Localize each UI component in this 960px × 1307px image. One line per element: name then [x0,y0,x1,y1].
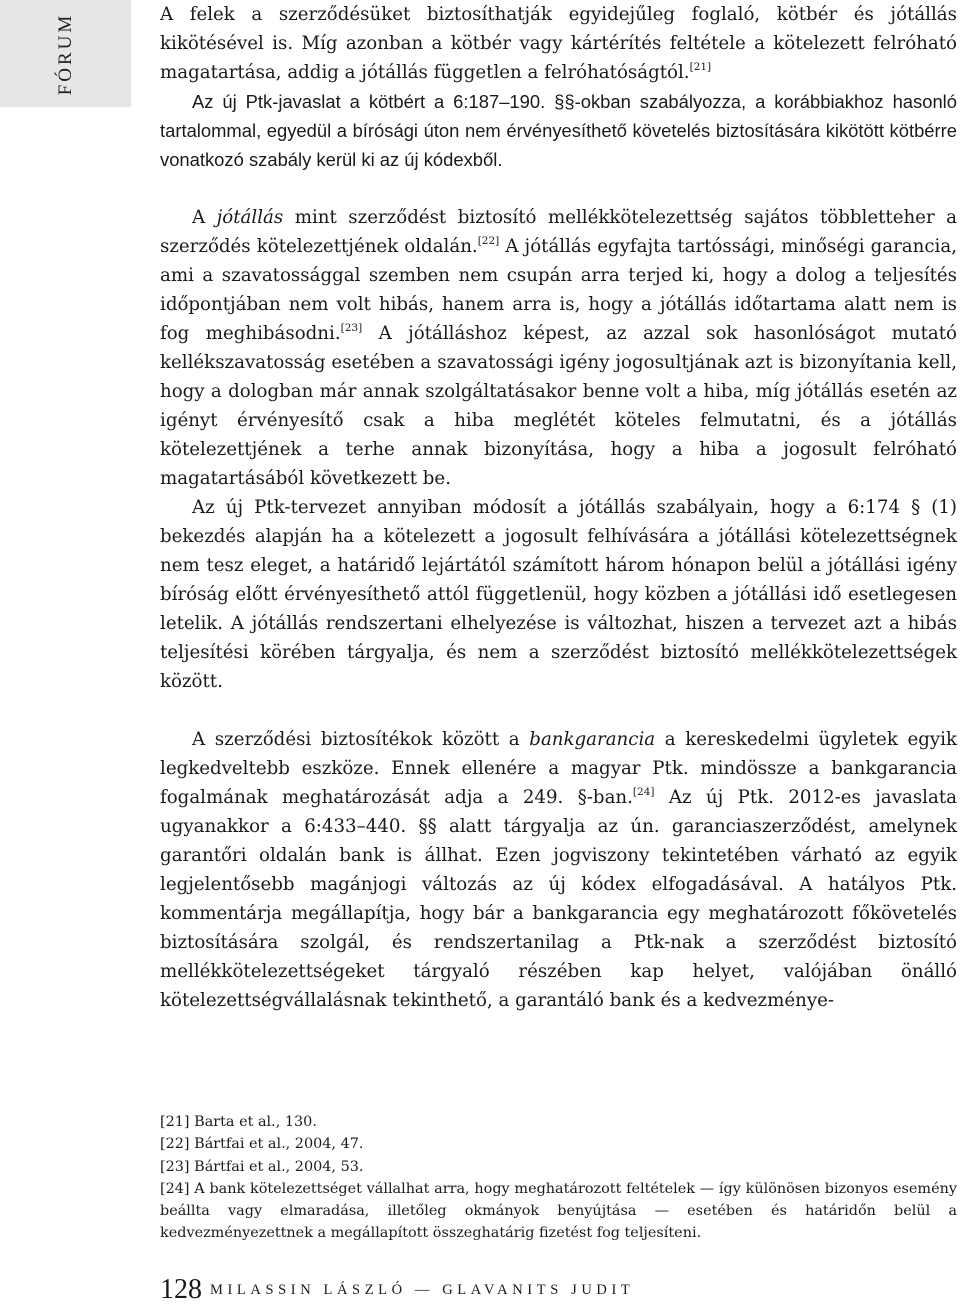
paragraph: A felek a szerződésüket biztosíthatják egyidejűleg foglaló, kötbér és jótállás kikötésével is. Míg azonban a kötbér vagy kártérítés feltétele a kötelezett felróható magatartása, addig a jótállás független a felróhatóságtól.[21] [160,4,957,83]
term-jotallas: jótállás [216,207,284,228]
paragraph: A jótállás mint szerződést biztosító mellékkötelezettség sajátos többletteher a szerződés kötelezettjének oldalán.[22] A jótállás egyfajta tartóssági, minőségi garancia, ami a szavatossággal szemben nem csupán arra terjed ki, hogy a dolog a teljesítés időpontjában nem volt hibás, hanem arra is, hogy a jótállás időtartama alatt nem is fog meghibásodni.[23] A jótálláshoz képest, az azzal sok hasonlóságot mutató kellékszavatosság esetében a szavatossági igény jogosultjának azt is bizonyítania kell, hogy a dologban már annak szolgáltatásakor benne volt a hiba, míg jótállás esetén az igényt érvényesítő csak a hiba meglétét köteles felmutatni, és a jótállás kötelezettjének a terhe annak bizonyítása, hogy a hiba a jogosult felróható magatartásából következett be. [160,207,957,489]
paragraph: A szerződési biztosítékok között a bankgarancia a kereskedelmi ügyletek egyik legkedveltebb eszköze. Ennek ellenére a magyar Ptk. mindössze a bankgarancia fogalmának meghatározását adja a 249. §-ban.[24] Az új Ptk. 2012-es javaslata ugyanakkor a 6:433–440. §§ alatt tárgyalja az ún. garanciaszerződést, amelynek garantőri oldalán bank is állhat. Ezen jogviszony tekintetében várható az egyik legjelentősebb magánjogi változás az új kódex elfogadásával. A hatályos Ptk. kommentárja megállapítja, hogy bár a bankgarancia egy meghatározott főkövetelés biztosítására szolgál, és rendszertanilag a Ptk-nak a szerződést biztosító mellékkötelezettségeket tárgyaló részében kap helyet, valójában önálló kötelezettségvállalásnak tekinthető, a garantáló bank és a kedvezménye- [160,729,957,1011]
section-tab [0,0,131,107]
footnote-ref[interactable]: [22] [477,235,500,247]
footnotes [160,1111,957,1245]
page-number: 128 [160,1274,202,1305]
article-body [160,0,957,1015]
footnote-ref[interactable]: [24] [632,786,655,798]
paragraph: Az új Ptk-javaslat a kötbért a 6:187–190. §§-okban szabályozza, a korábbiakhoz hasonló tartalommal, egyedül a bírósági úton nem érvényesíthető követelés biztosítására kikötött kötbérre vonatkozó szabály kerül ki az új kódexből. [160,91,957,170]
footnote-ref[interactable]: [23] [340,322,363,334]
footnote-ref[interactable]: [21] [689,61,712,73]
section-tab-label: FÓRUM [54,12,76,95]
term-bankgarancia: bankgarancia [529,729,656,750]
footnote: [21] Barta et al., 130. [160,1114,317,1130]
footnote: [22] Bártfai et al., 2004, 47. [160,1136,364,1153]
page-footer [160,1274,634,1306]
footnote: [23] Bártfai et al., 2004, 53. [160,1158,364,1175]
paragraph: Az új Ptk-tervezet annyiban módosít a jótállás szabályain, hogy a 6:174 § (1) bekezdés alapján ha a kötelezett a jogosult felhívására a jótállási kötelezettségnek nem tesz eleget, a határidő lejártától számított három hónapon belül a jótállási igény bíróság előtt érvényesíthető attól függetlenül, hogy közben a jótállási idő esetlegesen letelik. A jótállás rendszertani elhelyezése is változhat, hiszen a tervezet azt a hibás teljesítési körében tárgyalja, és nem a szerződést biztosító mellékkötelezettségek között. [160,497,957,692]
footnote: [24] A bank kötelezettséget vállalhat arra, hogy meghatározott feltételek — így különösen bizonyos esemény beállta vagy elmaradása, illetőleg okmányok benyújtása — esetében és határidőn belül a kedvezményezettnek a megállapított összeghatárig fizetést fog teljesíteni. [160,1180,957,1242]
running-authors: MILASSIN LÁSZLÓ — GLAVANITS JUDIT [210,1281,635,1298]
